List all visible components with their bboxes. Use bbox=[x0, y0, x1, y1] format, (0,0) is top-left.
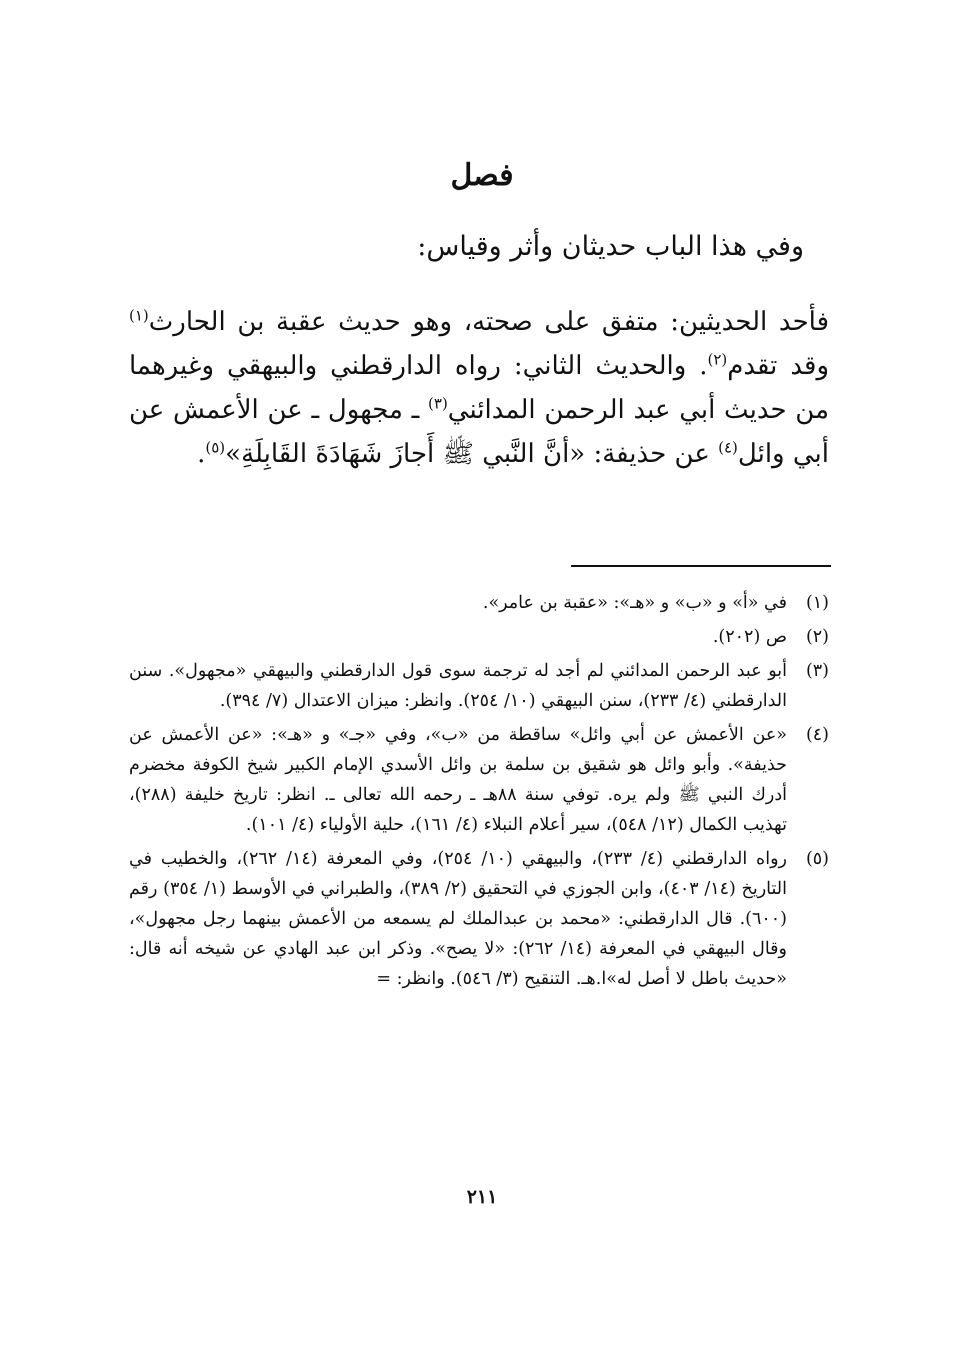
page-number: ٢١١ bbox=[466, 1186, 498, 1208]
footnote-4 bbox=[129, 720, 829, 840]
main-text-segment: فأحد الحديثين: متفق على صحته، وهو حديث عقبة بن الحارث bbox=[148, 307, 829, 337]
footnote-text: «عن الأعمش عن أبي وائل» ساقطة من «ب»، وفي «جـ» و «هـ»: «عن الأعمش عن حذيفة». وأبو وائل هو شقيق بن سلمة بن وائل الأسدي الإمام الكبير شيخ الكوفة مخضرم أدرك النبي ﷺ ولم يره. توفي سنة ٨٨هـ ـ رحمه الله تعالى ـ. انظر: تاريخ خليفة (٢٨٨)، تهذيب الكمال (١٢/ ٥٤٨)، سير أعلام النبلاء (٤/ ١٦١)، حلية الأولياء (٤/ ١٠١). bbox=[129, 725, 787, 835]
footnote-text: أبو عبد الرحمن المدائني لم أجد له ترجمة سوى قول الدارقطني والبيهقي «مجهول». سنن الدارقطني (٤/ ٢٣٣)، سنن البيهقي (١٠/ ٢٥٤). وانظر: ميزان الاعتدال (٧/ ٣٩٤). bbox=[129, 661, 787, 711]
main-paragraph bbox=[129, 300, 829, 476]
main-text-segment: عن حذيفة: «أنَّ النَّبي ﷺ أَجازَ شَهَادَةَ القَابِلَةِ» bbox=[225, 439, 719, 469]
footnote-reference-2: (٢) bbox=[707, 350, 728, 369]
main-text-segment: . والحديث الثاني: رواه الدارقطني والبيهقي وغيرهما من حديث أبي عبد الرحمن المدائني bbox=[129, 351, 829, 425]
footnote-reference-5: (٥) bbox=[205, 438, 226, 457]
footnote-divider bbox=[571, 565, 831, 567]
main-text-segment: ـ مجهول ـ عن الأعمش عن أبي وائل bbox=[129, 395, 829, 469]
footnote-2 bbox=[129, 622, 829, 652]
footnote-number: (٤) bbox=[805, 725, 829, 745]
intro-sentence: وفي هذا الباب حديثان وأثر وقياس: bbox=[417, 231, 804, 262]
footnote-reference-1: (١) bbox=[129, 306, 149, 325]
section-heading: فصل bbox=[450, 158, 514, 193]
footnote-number: (٢) bbox=[805, 627, 829, 647]
footnote-number: (١) bbox=[805, 593, 829, 613]
footnote-reference-3: (٣) bbox=[428, 394, 448, 413]
footnote-number: (٥) bbox=[805, 849, 829, 869]
footnote-reference-4: (٤) bbox=[718, 438, 738, 457]
footnote-number: (٣) bbox=[805, 661, 829, 681]
footnote-text: في «أ» و «ب» و «هـ»: «عقبة بن عامر». bbox=[482, 593, 787, 613]
main-text-segment: . bbox=[197, 439, 206, 469]
footnote-3 bbox=[129, 656, 829, 716]
footnotes-list bbox=[129, 588, 829, 998]
footnote-5 bbox=[129, 844, 829, 994]
main-text-segment: وقد تقدم bbox=[727, 351, 830, 381]
footnote-text: ص (٢٠٢). bbox=[712, 627, 787, 647]
footnote-text: رواه الدارقطني (٤/ ٢٣٣)، والبيهقي (١٠/ ٢٥٤)، وفي المعرفة (١٤/ ٢٦٢)، والخطيب في التاريخ (١٤/ ٤٠٣)، وابن الجوزي في التحقيق (٢/ ٣٨٩)، والطبراني في الأوسط (١/ ٣٥٤) رقم (٦٠٠). قال الدارقطني: «محمد بن عبدالملك لم يسمعه من الأعمش بينهما رجل مجهول»، وقال البيهقي في المعرفة (١٤/ ٢٦٢): «لا يصح». وذكر ابن عبد الهادي عن شيخه أنه قال: «حديث باطل لا أصل له»ا.هـ. التنقيح (٣/ ٥٤٦). وانظر: = bbox=[129, 849, 787, 989]
footnote-1 bbox=[129, 588, 829, 618]
